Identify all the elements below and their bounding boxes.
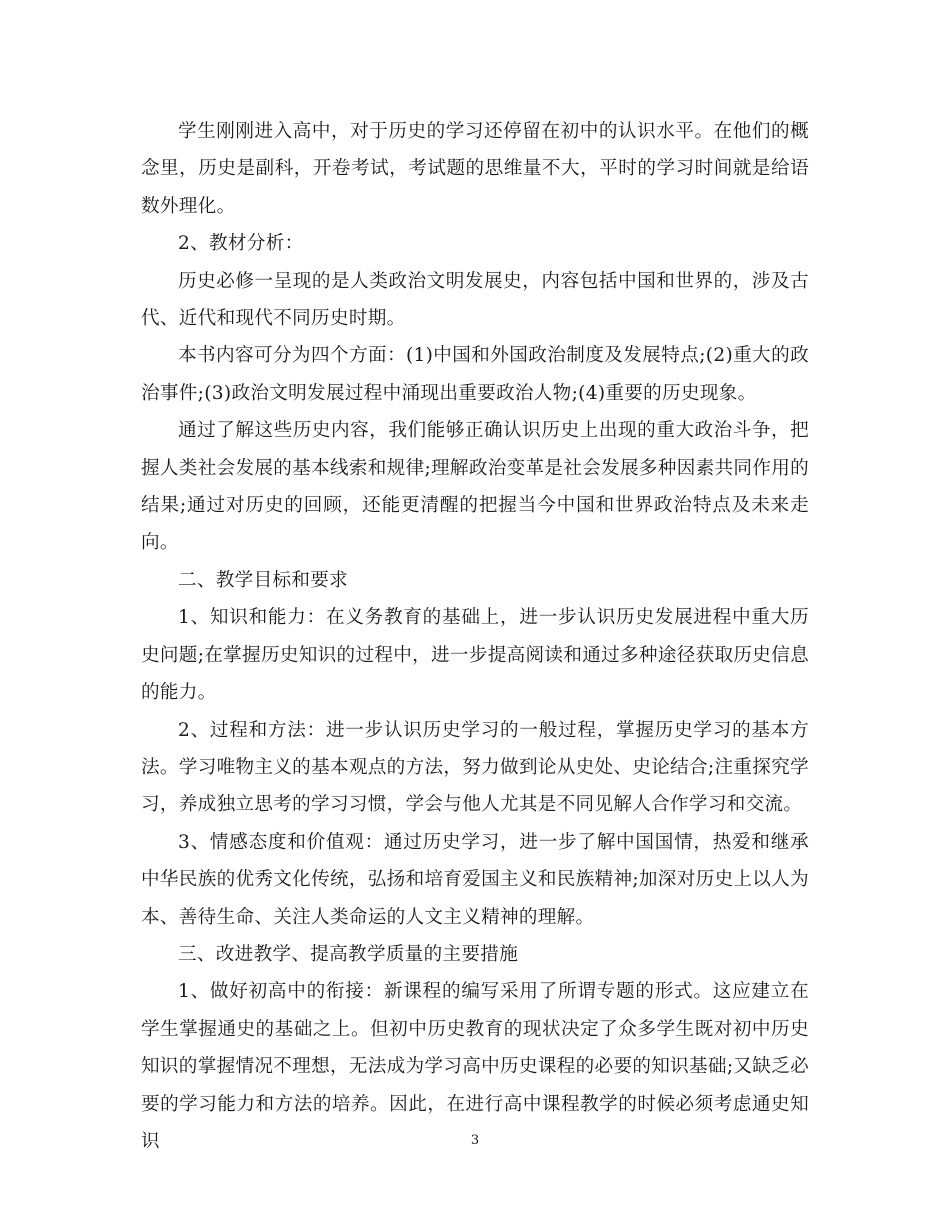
paragraph-student-situation: 学生刚刚进入高中，对于历史的学习还停留在初中的认识水平。在他们的概念里，历史是副科，开卷考试，考试题的思维量不大，平时的学习时间就是给语数外理化。 bbox=[141, 121, 809, 217]
paragraph-book-content: 本书内容可分为四个方面：(1)中国和外国政治制度及发展特点;(2)重大的政治事件;(3)政治文明发展过程中涌现出重要政治人物;(4)重要的历史现象。 bbox=[141, 345, 809, 404]
paragraph-textbook-overview: 历史必修一呈现的是人类政治文明发展史，内容包括中国和世界的，涉及古代、近代和现代不同历史时期。 bbox=[141, 270, 809, 330]
document-body bbox=[141, 113, 809, 1160]
heading-textbook-analysis: 2、教材分析： bbox=[178, 233, 304, 255]
paragraph-process-method: 2、过程和方法：进一步认识历史学习的一般过程，掌握历史学习的基本方法。学习唯物主义的基本观点的方法，努力做到论从史处、史论结合;注重探究学习，养成独立思考的学习习惯，学会与他人尤其是不同见解人合作学习和交流。 bbox=[141, 719, 809, 816]
heading-teaching-goals: 二、教学目标和要求 bbox=[178, 569, 349, 591]
paragraph-knowledge-ability: 1、知识和能力：在义务教育的基础上，进一步认识历史发展进程中重大历史问题;在掌握历史知识的过程中，进一步提高阅读和通过多种途径获取历史信息的能力。 bbox=[141, 607, 809, 704]
paragraph-junior-senior-transition: 1、做好初高中的衔接：新课程的编写采用了所谓专题的形式。这应建立在学生掌握通史的基础之上。但初中历史教育的现状决定了众多学生既对初中历史知识的掌握情况不理想，无法成为学习高中历史课程的必要的知识基础;又缺乏必要的学习能力和方法的培养。因此，在进行高中课程教学的时候必须考虑通史知识 bbox=[141, 981, 809, 1152]
paragraph-learning-significance: 通过了解这些历史内容，我们能够正确认识历史上出现的重大政治斗争，把握人类社会发展的基本线索和规律;理解政治变革是社会发展多种因素共同作用的结果;通过对历史的回顾，还能更清醒的把握当今中国和世界政治特点及未来走向。 bbox=[141, 420, 809, 554]
paragraph-emotion-values: 3、情感态度和价值观：通过历史学习，进一步了解中国国情，热爱和继承中华民族的优秀文化传统，弘扬和培育爱国主义和民族精神;加深对历史上以人为本、善待生命、关注人类命运的人文主义精神的理解。 bbox=[141, 831, 809, 928]
heading-improvement-measures: 三、改进教学、提高教学质量的主要措施 bbox=[178, 943, 519, 965]
page-number: 3 bbox=[470, 1133, 480, 1148]
